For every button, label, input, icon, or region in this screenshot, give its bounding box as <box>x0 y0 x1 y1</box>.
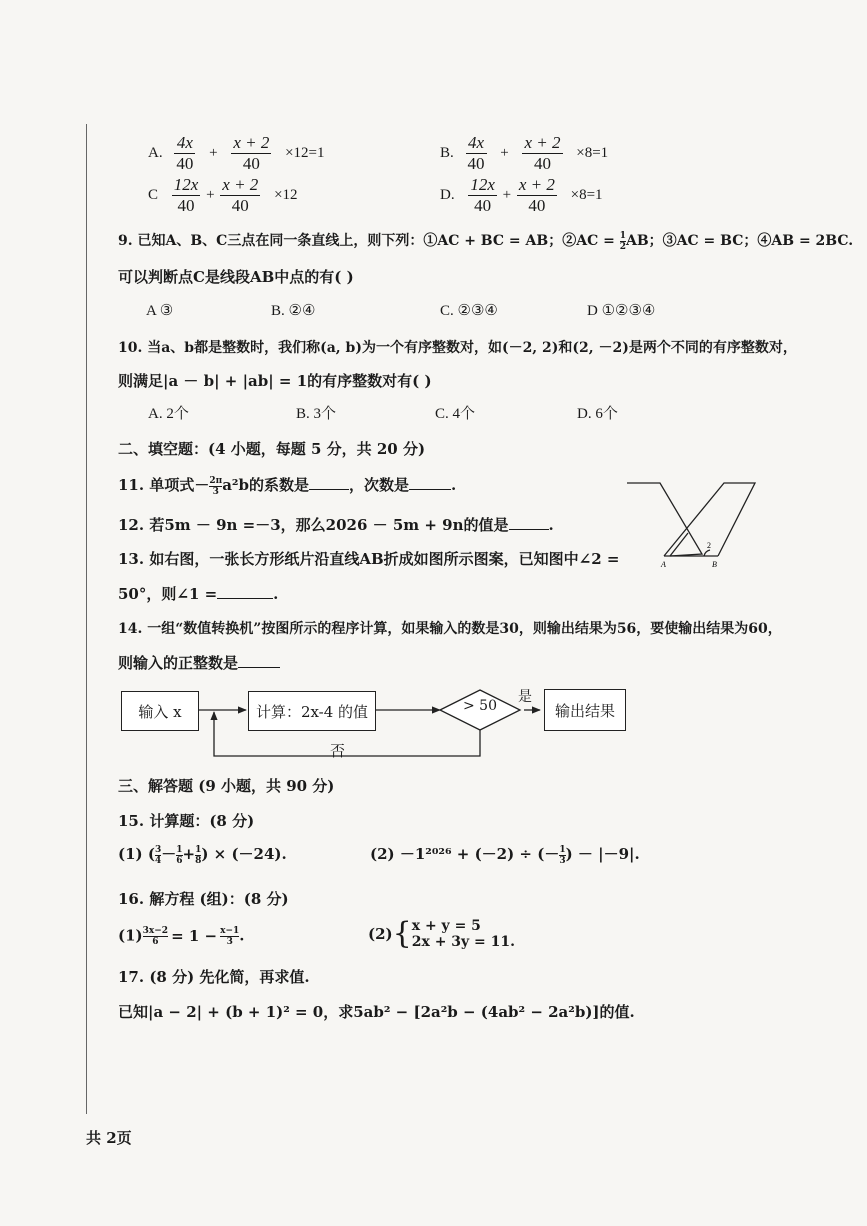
flow-output-box: 输出结果 <box>544 689 626 731</box>
margin-rule <box>86 124 87 1114</box>
q13-blank <box>217 598 273 599</box>
q8-d-frac1: $\frac{12x}{40}$ <box>470 175 495 215</box>
q8-a-label: A. <box>148 144 163 161</box>
q8-c-label: C <box>148 186 159 203</box>
q15-frac-1-8: $\frac{1}{8}$ <box>195 844 202 866</box>
q16-frac2: $\frac{x-1}{3}$ <box>220 926 240 947</box>
q9-half: $\frac{1}{2}$ <box>619 230 626 252</box>
q8-a-frac1: $\frac{4x}{40}$ <box>176 133 194 173</box>
q16-p2-pre: (2) <box>368 925 393 943</box>
section3-title: 三、解答题 (9 小题，共 90 分) <box>118 777 335 795</box>
q12-end: . <box>548 516 554 534</box>
q13-line2 <box>118 583 278 604</box>
q15-frac-3-4: $\frac{3}{4}$ <box>154 844 162 866</box>
q8-a-tail: ×12=1 <box>285 144 325 161</box>
q14-line2 <box>118 652 280 673</box>
q8-d-plus: + <box>502 186 512 203</box>
q15-frac-1-6: $\frac{1}{6}$ <box>176 844 183 866</box>
q10-option-c: C. 4个 <box>435 406 476 422</box>
q9-line1-post: AB；③AC = BC；④AB = 2BC. <box>625 233 854 249</box>
q11-pre: 11. 单项式－ <box>118 476 210 494</box>
q8-c-tail: ×12 <box>274 186 298 203</box>
q9-option-d: D ①②③④ <box>587 303 656 319</box>
q16-sys-eq2: 2x + 3y = 11 <box>411 934 511 950</box>
label-a: A <box>661 560 666 569</box>
q12-text: 12. 若5m － 9n =－3，那么2026 － 5m + 9n的值是 <box>118 516 509 534</box>
q15-minus: － <box>161 845 177 863</box>
q8-b-tail: ×8=1 <box>576 144 609 161</box>
q14-blank <box>238 667 280 668</box>
q17-body: 已知|a − 2| + (b + 1)² = 0，求5ab² − [2a²b − (4ab² − 2a²b)]的值. <box>118 1003 635 1021</box>
fold-figure <box>624 476 764 572</box>
label-angle-2: 2 <box>707 541 711 550</box>
q13-line2-pre: 50°，则∠1 = <box>118 585 218 603</box>
q16-frac1: $\frac{3x-2}{6}$ <box>142 926 169 947</box>
q16-p2-end: . <box>510 934 516 950</box>
q13-line1: 13. 如右图，一张长方形纸片沿直线AB折成如图所示图案，已知图中∠2 = <box>118 550 620 568</box>
flow-no-label: 否 <box>330 742 346 760</box>
q9-option-a: A ③ <box>146 303 174 319</box>
q8-c-frac2: $\frac{x + 2}{40}$ <box>222 175 259 215</box>
q8-option-c <box>148 175 298 216</box>
q15-p2-post: ) － |－9|. <box>565 845 640 863</box>
flow-yes-label: 是 <box>518 689 532 705</box>
q10-option-a: A. 2个 <box>148 406 189 422</box>
q15-plus: + <box>182 845 196 863</box>
flow-condition-label: > 50 <box>463 698 497 714</box>
q16-sys-eq2-row <box>412 934 515 950</box>
flow-compute-box: 计算：2x-4 的值 <box>248 691 376 731</box>
q8-d-label: D. <box>440 186 455 203</box>
q9-option-c: C. ②③④ <box>440 303 498 319</box>
label-b: B <box>712 560 717 569</box>
q11-mid: ，次数是 <box>348 476 409 494</box>
q13-line2-end: . <box>273 585 279 603</box>
q12-blank <box>509 529 549 530</box>
q8-b-frac1: $\frac{4x}{40}$ <box>467 133 485 173</box>
flow-input-box: 输入 x <box>121 691 199 731</box>
q8-a-plus: + <box>209 144 218 161</box>
q10-line1: 10. 当a、b都是整数时，我们称(a, b)为一个有序整数对，如(－2, 2)和(2, －2)是两个不同的有序整数对， <box>118 340 797 356</box>
q14-line2-text: 则输入的正整数是 <box>118 654 239 672</box>
q15-frac-1-3: $\frac{1}{3}$ <box>559 844 566 866</box>
q8-b-frac2: $\frac{x + 2}{40}$ <box>524 133 561 173</box>
q8-b-plus: + <box>500 144 509 161</box>
q9-line2: 可以判断点C是线段AB中点的有( ) <box>118 268 354 286</box>
section2-title: 二、填空题：(4 小题，每题 5 分，共 20 分) <box>118 440 426 458</box>
q9-line1-pre: 9. 已知A、B、C三点在同一条直线上，则下列：①AC + BC = AB；②AC = <box>118 233 620 249</box>
q15-p1-pre: (1) ( <box>118 845 155 863</box>
fold-left-strip <box>627 483 702 556</box>
q10-line2: 则满足|a － b| + |ab| = 1的有序整数对有( ) <box>118 372 432 390</box>
q16-title: 16. 解方程 (组)：(8 分) <box>118 890 289 908</box>
q8-option-b <box>440 133 608 174</box>
q8-option-a <box>148 133 325 174</box>
q17-title: 17. (8 分) 先化简，再求值. <box>118 968 310 986</box>
q15-part2 <box>370 843 640 866</box>
q8-c-frac1: $\frac{12x}{40}$ <box>173 175 199 215</box>
q16-eq: = 1 − <box>171 926 218 945</box>
q11 <box>118 474 456 497</box>
q11-frac: $\frac{2\pi}{3}$ <box>209 475 223 497</box>
q16-sys-eq1: x + y = 5 <box>411 918 481 934</box>
q15-part1 <box>118 843 287 866</box>
q8-b-label: B. <box>440 144 454 161</box>
q16-brace: { <box>392 916 412 951</box>
q8-option-d <box>440 175 603 216</box>
q15-p1-post: ) × (－24). <box>201 845 287 863</box>
q9-line1 <box>118 230 853 252</box>
q11-end: . <box>450 476 457 494</box>
page-count: 共 2页 <box>86 1129 132 1147</box>
q8-d-frac2: $\frac{x + 2}{40}$ <box>518 175 555 215</box>
q8-c-plus: + <box>206 186 215 203</box>
q10-option-b: B. 3个 <box>296 406 337 422</box>
q16-p1-pre: (1) <box>118 926 143 945</box>
q8-a-frac2: $\frac{x + 2}{40}$ <box>233 133 270 173</box>
q15-title: 15. 计算题：(8 分) <box>118 812 255 830</box>
q16-p1-end: . <box>239 926 245 945</box>
q14-line1: 14. 一组“数值转换机”按图所示的程序计算，如果输入的数是30，则输出结果为56，要使输出结果为60， <box>118 621 782 637</box>
angle-arc <box>704 550 710 556</box>
q10-option-d: D. 6个 <box>577 406 618 422</box>
q15-p2-pre: (2) －1²⁰²⁶ + (－2) ÷ (－ <box>370 845 560 863</box>
q16-system <box>412 918 515 950</box>
q11-post: a²b的系数是 <box>222 476 309 494</box>
q16-part2 <box>368 918 515 950</box>
q12 <box>118 514 554 535</box>
q8-d-tail: ×8=1 <box>570 186 603 203</box>
q9-option-b: B. ②④ <box>271 303 316 319</box>
q11-blank2 <box>409 489 451 490</box>
q11-blank1 <box>309 489 349 490</box>
q16-part1 <box>118 926 245 947</box>
